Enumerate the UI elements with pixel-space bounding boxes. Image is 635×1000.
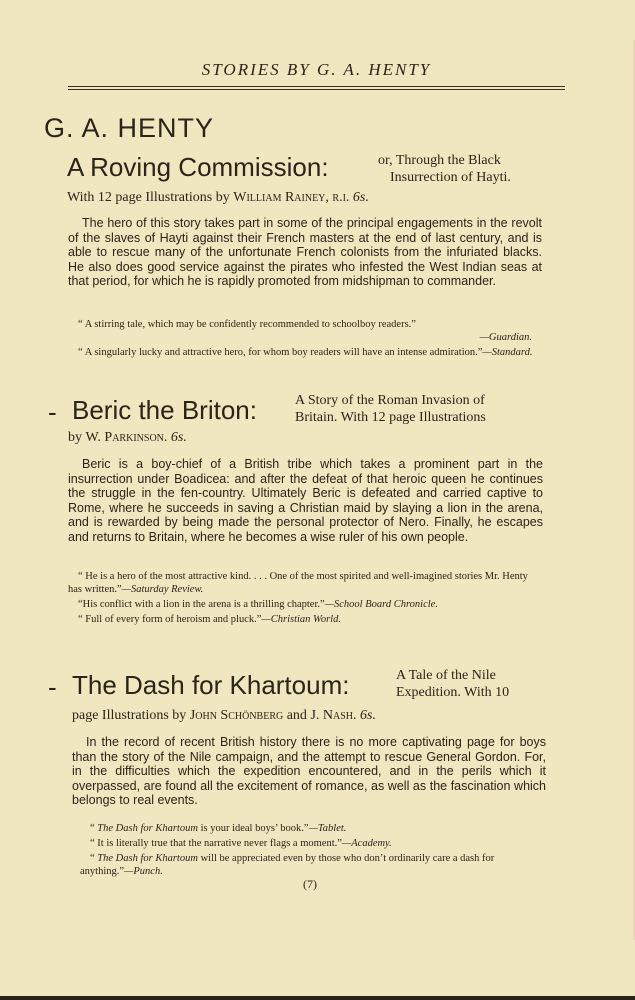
subtitle-line: A Story of the Roman Invasion of [295,393,485,408]
review [80,837,546,850]
book-title: The Dash for Khartoum: [72,670,350,700]
illustration-credit [72,708,376,724]
subtitle-line: Britain. With 12 page Illustrations [295,410,486,425]
review [68,570,544,596]
page-bottom-edge [0,996,635,1000]
review-list [68,318,542,361]
review-source: —Christian World. [261,614,341,625]
running-header: STORIES BY G. A. HENTY [201,60,432,79]
subtitle-line: A Tale of the Nile [396,668,496,683]
review-text: is your ideal boys’ book.” [197,823,309,834]
illus-prefix: by [68,430,86,445]
review-text: “ A singularly lucky and attractive hero, for whom boy readers will have an intense admiration.” [78,347,483,358]
review-source: —Punch. [124,866,163,877]
review-text: “ It is literally true that the narrative never flags a moment.” [90,838,342,849]
author-name: G. A. HENTY [44,113,215,143]
illustrator: William Rainey [233,190,326,205]
page-number: (7) [303,877,317,891]
review-source: —School Board Chronicle. [324,599,438,610]
book-subtitle [378,152,511,186]
book-title: Beric the Briton: [72,395,257,425]
review [68,613,544,626]
price: 6s. [352,190,369,205]
illus-suffix: , r.i. [325,190,353,205]
book-description: Beric is a boy-chief of a British tribe which takes a prominent part in the insurrection under Boadicea: and after the defeat of that heroic queen he continues the struggle in the fen-country. Ultimately Beric is defeated and carried captive to Rome, where he succeeds in saving a Christian maid by slaying a lion in the arena, and is rewarded by being made the personal protector of Nero. Finally, he escapes and returns to Britain, where he becomes a wise ruler of his own people. [68,457,543,544]
illus-suffix: . [163,430,171,445]
header-rule-top [68,86,565,87]
review-title-ref: The Dash for Khartoum [97,823,198,834]
review-title-ref: The Dash for Khartoum [97,853,198,864]
review [68,318,542,331]
book-subtitle [295,392,486,426]
review-list [80,822,546,880]
review-text: “ A stirring tale, which may be confidently recommended to schoolboy readers.” [78,319,416,330]
review-text: “His conflict with a lion in the arena is a thrilling chapter.” [78,599,325,610]
subtitle-line: Expedition. With 10 [396,685,510,700]
illustrator: J. Nash [310,708,354,723]
illus-prefix: page Illustrations by [72,708,190,723]
illus-prefix: With 12 page Illustrations by [67,190,234,205]
illus-mid: and [283,708,311,723]
review [68,598,544,611]
illustration-credit [68,430,187,446]
subtitle-line: Insurrection of Hayti. [390,170,511,185]
review-source-line [68,331,542,344]
book-subtitle [396,667,509,701]
book-description: In the record of recent British history there is no more captivating page for boys than the story of the Nile campaign, and the attempt to rescue General Gordon. For, in the difficulties which the expedition encountered, and in the perils which it overpassed, are found all the excitement of romance, as well as the fascination which belongs to real events. [72,735,546,808]
subtitle-line: or, Through the Black [378,153,501,168]
title-dash: - [48,397,57,427]
review-source: —Academy. [341,838,392,849]
header-rule-bottom [68,89,565,90]
review-list [68,570,544,628]
review [80,852,546,878]
illustration-credit [67,190,369,206]
price: 6s. [360,708,376,723]
review-source: —Guardian. [479,332,532,343]
illustrator: W. Parkinson [85,430,164,445]
review-text: “ Full of every form of heroism and pluck.” [78,614,262,625]
book-title: A Roving Commission: [67,152,329,182]
review-text: will be appreciated even by those who don’t ordinarily care a dash for anything.” [80,853,495,877]
price: 6s. [170,430,187,445]
review [80,822,546,835]
review-source: —Tablet. [308,823,347,834]
review-source: —Standard. [482,347,533,358]
review-quote-open: “ [90,853,98,864]
book-description: The hero of this story takes part in some of the principal engagements in the revolt of the slaves of Hayti against their French masters at the end of last century, and is able to rescue many of the unfortunate French colonists from the infuriated blacks. He also does good service against the pirates who infested the West Indian seas at that period, for which he is rapidly promoted from midshipman to commander. [68,216,542,289]
illustrator: John Schönberg [189,708,284,723]
review-quote-open: “ [90,823,98,834]
review [68,346,542,359]
illus-suffix: . [353,708,361,723]
title-dash: - [48,672,57,702]
review-source: —Saturday Review. [121,584,204,595]
review-text: “ He is a hero of the most attractive kind. . . . One of the most spirited and well-imagined stories Mr. Henty has written.” [68,571,528,595]
